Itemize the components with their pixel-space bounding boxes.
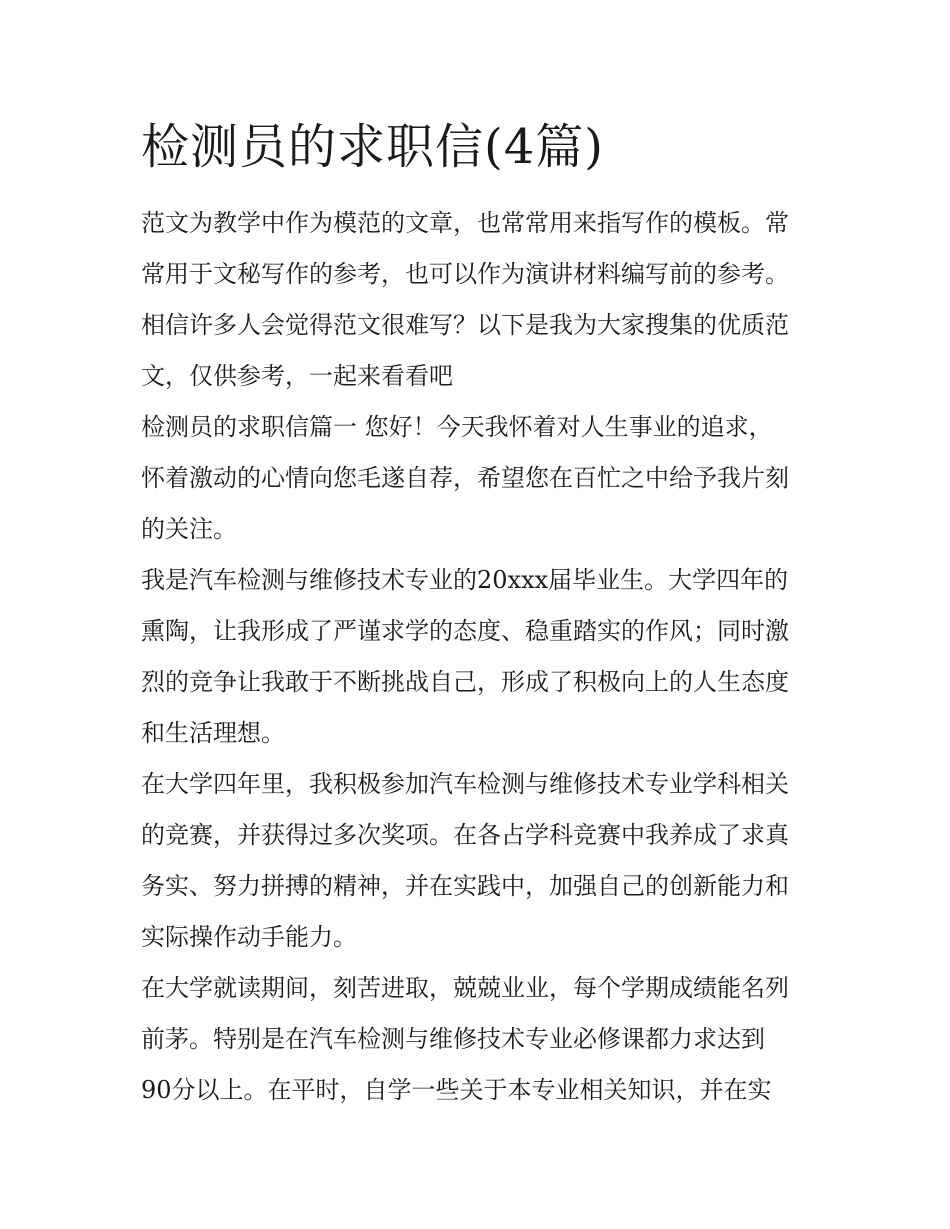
text-line: 相信许多人会觉得范文很难写？以下是我为大家搜集的优质范	[141, 311, 789, 339]
text-line: 文，仅供参考，一起来看看吧	[141, 362, 453, 390]
paragraph-studies	[141, 963, 813, 1116]
text-line: 怀着激动的心情向您毛遂自荐，希望您在百忙之中给予我片刻	[141, 464, 789, 492]
text-line: 的竞赛，并获得过多次奖项。在各占学科竞赛中我养成了求真	[141, 821, 789, 849]
paragraph-background	[141, 555, 813, 759]
text-line: 前茅。特别是在汽车检测与维修技术专业必修课都力求达到	[141, 1025, 765, 1053]
text-line: 范文为教学中作为模范的文章，也常常用来指写作的模板。常	[141, 209, 789, 237]
paragraph-intro	[141, 198, 813, 402]
text-line: 和生活理想。	[141, 719, 285, 747]
text-line: 烈的竞争让我敢于不断挑战自己，形成了积极向上的人生态度	[141, 668, 789, 696]
text-line: 实际操作动手能力。	[141, 923, 357, 951]
document-page	[141, 112, 813, 1116]
text-line: 在大学就读期间，刻苦进取，兢兢业业，每个学期成绩能名列	[141, 974, 789, 1002]
document-title: 检测员的求职信(4篇)	[141, 119, 604, 175]
paragraph-competitions	[141, 759, 813, 963]
text-line: 检测员的求职信篇一 您好！今天我怀着对人生事业的追求，	[141, 413, 773, 441]
text-line: 在大学四年里，我积极参加汽车检测与维修技术专业学科相关	[141, 770, 789, 798]
text-line: 的关注。	[141, 515, 237, 543]
text-line: 90分以上。在平时，自学一些关于本专业相关知识，并在实	[141, 1076, 772, 1104]
text-line: 我是汽车检测与维修技术专业的20xxx届毕业生。大学四年的	[141, 566, 789, 594]
paragraph-greeting	[141, 402, 813, 555]
text-line: 常用于文秘写作的参考，也可以作为演讲材料编写前的参考。	[141, 260, 789, 288]
text-line: 务实、努力拼搏的精神，并在实践中，加强自己的创新能力和	[141, 872, 789, 900]
text-line: 熏陶，让我形成了严谨求学的态度、稳重踏实的作风；同时激	[141, 617, 789, 645]
